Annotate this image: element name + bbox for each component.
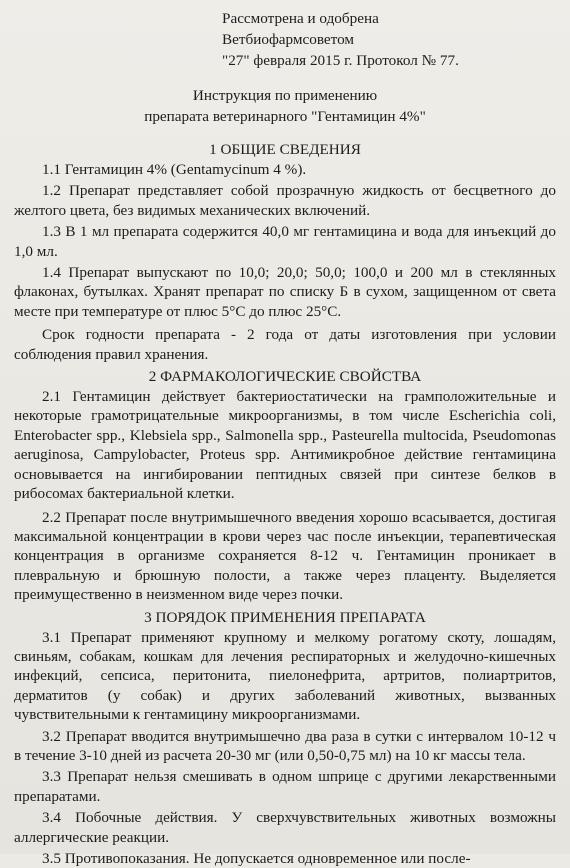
paragraph: 3.2 Препарат вводится внутримышечно два раза в сутки с интервалом 10-12 ч в течение 3-10 дней из расчета 20-30 мг (или 0,50-0,75 мл) на 10 кг массы тела.	[14, 727, 556, 764]
paragraph: Срок годности препарата - 2 года от даты изготовления при условии соблюдения правил хранения.	[14, 326, 556, 363]
title-line: Инструкция по применению	[192, 87, 378, 104]
section-general-info	[14, 139, 556, 364]
paragraph: 3.4 Побочные действия. У сверхчувствительных животных возможны аллергические реакции.	[14, 809, 556, 846]
approval-block	[222, 8, 556, 71]
paragraph: 1.1 Гентамицин 4% (Gentamycinum 4 %).	[42, 161, 307, 178]
section-heading: 3 ПОРЯДОК ПРИМЕНЕНИЯ ПРЕПАРАТА	[144, 608, 426, 626]
document-title	[14, 85, 556, 127]
paragraph: 2.1 Гентамицин действует бактериостатически на грамположительные и некоторые грамотрицательные микроорганизмы, в том числе Escherichia coli, Enterobacter spp., Klebsiela spp., Salmonella spp., Pasteurella multocida, Pseudomonas aeruginosa, Campylobacter, Proteus spp. Антимикробное действие гентамицина основывается на ингибировании пептидных связей при синтезе белков в рибосомах бактериальной клетки.	[14, 388, 556, 503]
paragraph: 3.1 Препарат применяют крупному и мелкому рогатому скоту, лошадям, свиньям, собакам, кошкам для лечения респираторных и желудочно-кишечных инфекций, сепсиса, перитонита, пиелонефрита, артритов, полиартритов, дерматитов (у собак) и других заболеваний животных, вызванных чувствительными к гентамицину микроорганизмами.	[14, 628, 556, 724]
title-line: препарата ветеринарного "Гентамицин 4%"	[144, 108, 426, 125]
paragraph: 3.3 Препарат нельзя смешивать в одном шприце с другими лекарственными препаратами.	[14, 768, 556, 805]
paragraph: 3.5 Противопоказания. Не допускается одновременное или после-	[42, 850, 471, 867]
paragraph: 1.3 В 1 мл препарата содержится 40,0 мг гентамицина и вода для инъекций до 1,0 мл.	[14, 223, 556, 260]
paragraph: 2.2 Препарат после внутримышечного введения хорошо всасывается, достигая максимальной концентрации в крови через час после инъекции, терапевтическая концентрация в организме сохраняется 8-12 ч. Гентамицин проникает в плевральную и брюшную полости, а также через плаценту. Выделяется преимущественно в неизменном виде через почки.	[14, 508, 556, 604]
section-heading: 1 ОБЩИЕ СВЕДЕНИЯ	[209, 141, 361, 158]
paragraph: 1.4 Препарат выпускают по 10,0; 20,0; 50,0; 100,0 и 200 мл в стеклянных флаконах, бутылках. Хранят препарат по списку Б в сухом, защищенном от света месте при температуре от плюс 5°С до плюс 25°С.	[14, 264, 556, 320]
section-usage	[14, 607, 556, 868]
section-pharmacology	[14, 366, 556, 604]
approval-line: Ветбиофармсоветом	[222, 31, 355, 48]
paragraph: 1.2 Препарат представляет собой прозрачную жидкость от бесцветного до желтого цвета, без видимых механических включений.	[14, 182, 556, 219]
approval-line: "27" февраля 2015 г. Протокол № 77.	[222, 52, 459, 69]
section-heading: 2 ФАРМАКОЛОГИЧЕСКИЕ СВОЙСТВА	[148, 368, 422, 386]
approval-line: Рассмотрена и одобрена	[222, 10, 379, 27]
